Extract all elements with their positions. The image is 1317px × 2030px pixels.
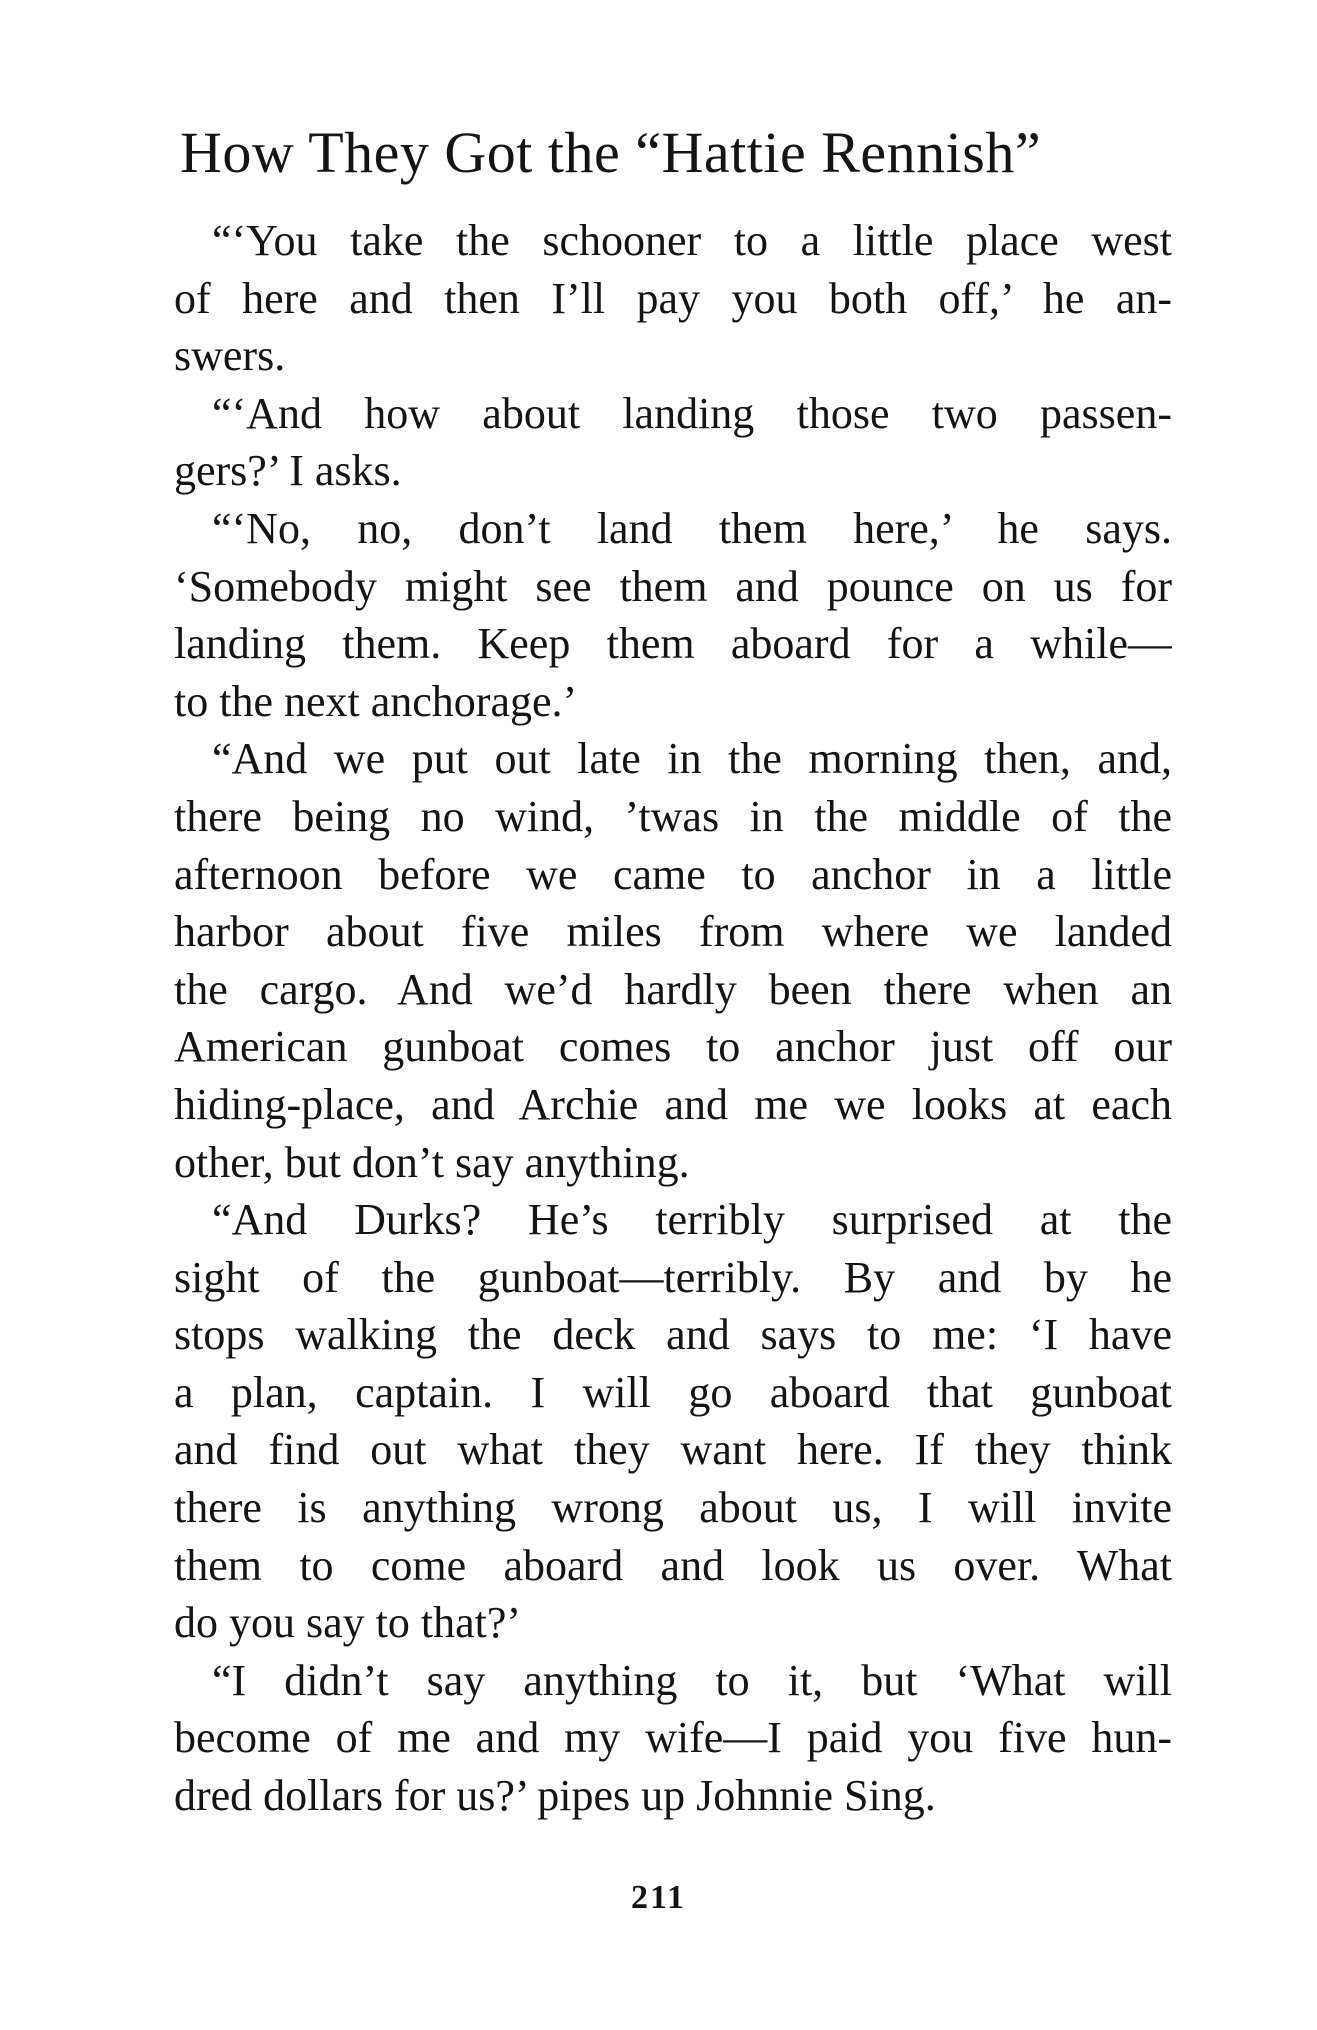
text-line: there being no wind, ’twas in the middle of the	[174, 791, 1172, 841]
text-line: become of me and my wife—I paid you five hun-	[174, 1713, 1172, 1763]
text-line: swers.	[174, 331, 286, 381]
text-line: landing them. Keep them aboard for a while—	[174, 619, 1172, 669]
text-line: “And we put out late in the morning then, and,	[212, 734, 1172, 784]
text-line: gers?’ I asks.	[174, 446, 402, 496]
text-line: sight of the gunboat—terribly. By and by he	[174, 1252, 1172, 1302]
text-line: American gunboat comes to anchor just off our	[174, 1022, 1172, 1072]
body-text	[174, 212, 1172, 1825]
text-line: “And Durks? He’s terribly surprised at the	[212, 1195, 1172, 1245]
page-number: 211	[630, 1879, 687, 1916]
text-line: “‘And how about landing those two passen-	[212, 388, 1172, 438]
text-line: “‘You take the schooner to a little place west	[212, 216, 1172, 265]
text-line: there is anything wrong about us, I will invite	[174, 1483, 1172, 1533]
running-title: How They Got the “Hattie Rennish”	[180, 120, 1042, 185]
text-line: afternoon before we came to anchor in a little	[174, 849, 1172, 899]
text-line: and find out what they want here. If they think	[174, 1425, 1172, 1475]
text-line: a plan, captain. I will go aboard that gunboat	[174, 1367, 1172, 1417]
text-line: ‘Somebody might see them and pounce on us for	[174, 561, 1172, 611]
text-line: harbor about five miles from where we landed	[174, 907, 1172, 957]
text-line: dred dollars for us?’ pipes up Johnnie Sing.	[174, 1771, 936, 1821]
text-line: “‘No, no, don’t land them here,’ he says.	[212, 503, 1172, 553]
text-line: them to come aboard and look us over. What	[174, 1540, 1172, 1590]
text-line: stops walking the deck and says to me: ‘I have	[174, 1310, 1172, 1360]
text-line: hiding-place, and Archie and me we looks at each	[174, 1079, 1172, 1129]
text-line: other, but don’t say anything.	[174, 1137, 690, 1187]
text-line: the cargo. And we’d hardly been there when an	[174, 964, 1172, 1014]
text-line: to the next anchorage.’	[174, 676, 578, 726]
text-line: of here and then I’ll pay you both off,’ he an-	[174, 273, 1172, 323]
text-line: “I didn’t say anything to it, but ‘What will	[212, 1655, 1172, 1705]
text-line: do you say to that?’	[174, 1598, 522, 1648]
